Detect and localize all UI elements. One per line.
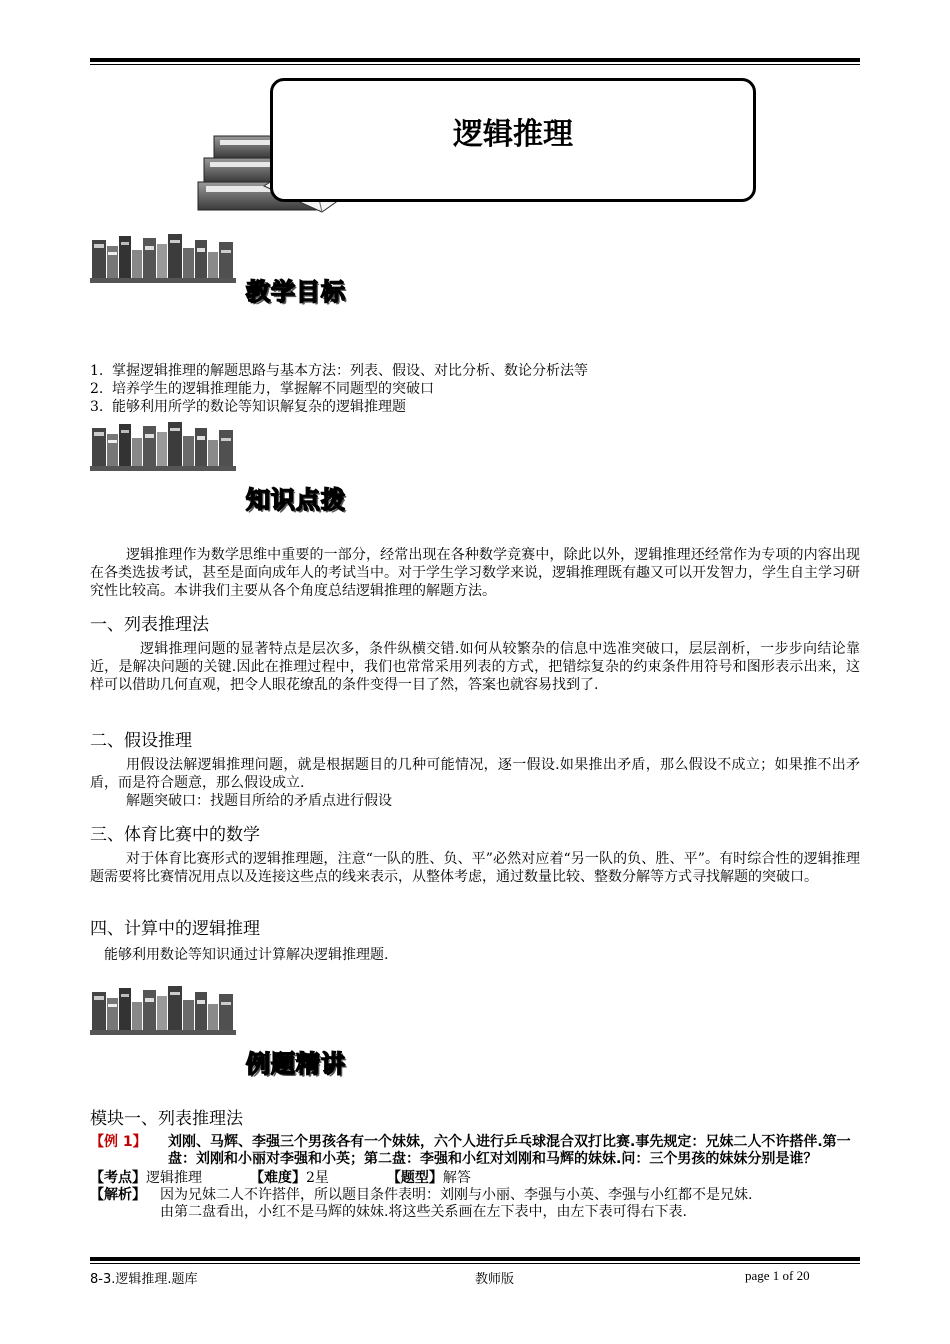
topic-extra-2: 解题突破口：找题目所给的矛盾点进行假设 [126, 793, 392, 809]
topic-heading-1: 一、列表推理法 [90, 615, 209, 635]
footer-page-number: page 1 of 20 [745, 1268, 810, 1283]
topic-heading-3: 三、体育比赛中的数学 [90, 825, 260, 845]
section-title-goals: 教学目标 [246, 278, 346, 306]
list-item: 2. 培养学生的逻辑推理能力，掌握解不同题型的突破口 [90, 381, 434, 397]
example-meta: 【考点】逻辑推理 【难度】2星 【题型】解答 [90, 1170, 471, 1186]
example-question: 刘刚、马辉、李强三个男孩各有一个妹妹，六个人进行乒乓球混合双打比赛.事先规定：兄妹二人不许搭伴.第一盘：刘刚和小丽对李强和小英；第二盘：李强和小红对刘刚和马辉的妹妹.问：三个男孩的妹妹分别是谁？ [168, 1134, 851, 1167]
topic-body-1: 逻辑推理问题的显著特点是层次多，条件纵横交错.如何从较繁杂的信息中选准突破口，层层剖析，一步步向结论靠近，是解决问题的关键.因此在推理过程中，我们也常常采用列表的方式，把错综复杂的约束条件用符号和图形表示出来，这样可以借助几何直观，把令人眼花缭乱的条件变得一目了然，答案也就容易找到了. [90, 641, 860, 693]
bookshelf-icon [90, 984, 236, 1036]
title-box [270, 78, 756, 202]
example-analysis: 【解析】 因为兄妹二人不许搭伴，所以题目条件表明：刘刚与小丽、李强与小英、李强与小红都不是兄妹. 由第二盘看出，小红不是马辉的妹妹.将这些关系画在左下表中，由左下表可得右下表. [90, 1187, 753, 1220]
topic-body-3: 对于体育比赛形式的逻辑推理题，注意“一队的胜、负、平”必然对应着“另一队的负、胜、平”。有时综合性的逻辑推理题需要将比赛情况用点以及连接这些点的线来表示，从整体考虑，通过数量比较、整数分解等方式寻找解题的突破口。 [90, 851, 860, 885]
bottom-rule-thick [90, 1257, 860, 1261]
module-heading: 模块一、列表推理法 [90, 1109, 243, 1129]
example-1 [90, 1134, 860, 1221]
topic-body-2: 用假设法解逻辑推理问题，就是根据题目的几种可能情况，逐一假设.如果推出矛盾，那么假设不成立；如果推不出矛盾，而是符合题意，那么假设成立. [90, 757, 860, 791]
footer-left: 8-3.逻辑推理.题库 [90, 1272, 198, 1287]
section-banner-goals [90, 232, 370, 312]
bottom-rule-thin [90, 1263, 860, 1264]
section-title-examples: 例题精讲 [246, 1050, 346, 1078]
section-banner-examples [90, 984, 370, 1078]
section-title-knowledge: 知识点拨 [246, 486, 346, 514]
top-rule-thick [90, 58, 860, 62]
bookshelf-icon [90, 420, 236, 472]
list-item: 3. 能够利用所学的数论等知识解复杂的逻辑推理题 [90, 399, 406, 415]
analysis-line-2: 由第二盘看出，小红不是马辉的妹妹.将这些关系画在左下表中，由左下表可得右下表. [160, 1204, 687, 1220]
analysis-line-1: 因为兄妹二人不许搭伴，所以题目条件表明：刘刚与小丽、李强与小英、李强与小红都不是兄妹. [160, 1187, 753, 1203]
topic-heading-4: 四、计算中的逻辑推理 [90, 919, 260, 939]
topic-body-4: 能够利用数论等知识通过计算解决逻辑推理题. [104, 947, 389, 963]
top-rule-thin [90, 64, 860, 65]
list-item: 1. 掌握逻辑推理的解题思路与基本方法：列表、假设、对比分析、数论分析法等 [90, 363, 588, 379]
page-title: 逻辑推理 [453, 117, 573, 152]
goals-list [90, 362, 588, 416]
intro-paragraph: 逻辑推理作为数学思维中重要的一部分，经常出现在各种数学竞赛中，除此以外，逻辑推理还经常作为专项的内容出现在各类选拔考试，甚至是面向成年人的考试当中。对于学生学习数学来说，逻辑推理既有趣又可以开发智力，学生自主学习研究性比较高。本讲我们主要从各个角度总结逻辑推理的解题方法。 [90, 547, 860, 599]
section-banner-knowledge [90, 420, 370, 514]
example-label: 【例 1】 [90, 1134, 147, 1150]
footer-center: 教师版 [475, 1272, 515, 1287]
bookshelf-icon [90, 232, 236, 284]
topic-heading-2: 二、假设推理 [90, 731, 192, 751]
